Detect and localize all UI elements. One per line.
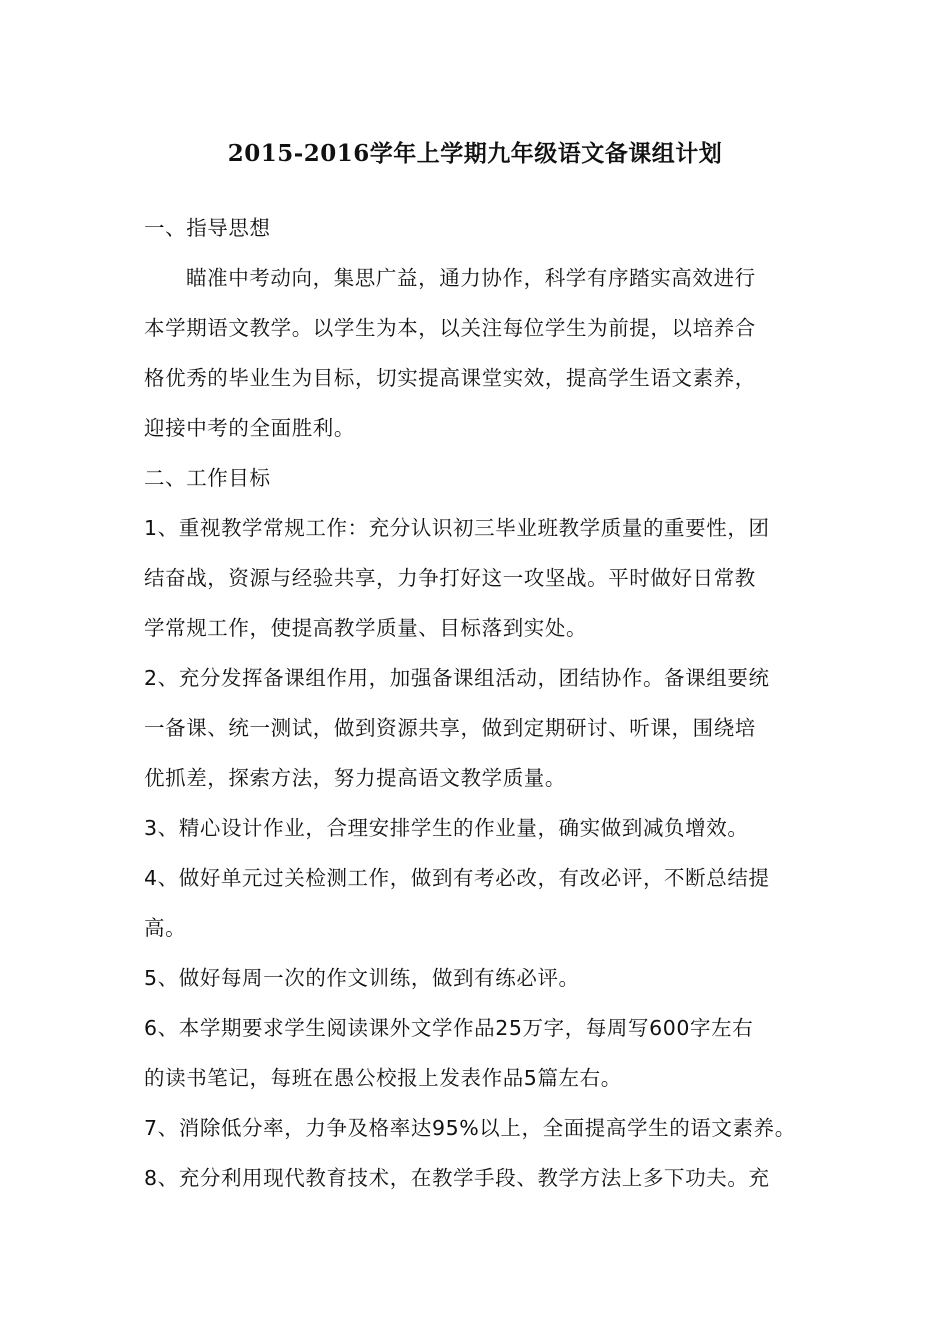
list-item-line: 一备课、统一测试，做到资源共享，做到定期研讨、听课，围绕培 [144, 716, 756, 740]
list-item-line: 3、精心设计作业，合理安排学生的作业量，确实做到减负增效。 [144, 816, 749, 840]
paragraph-line: 格优秀的毕业生为目标，切实提高课堂实效，提高学生语文素养， [144, 366, 756, 390]
list-item-line: 2、充分发挥备课组作用，加强备课组活动，团结协作。备课组要统 [144, 666, 770, 690]
list-item-line: 高。 [144, 916, 187, 940]
section-heading-work-goals: 二、工作目标 [144, 466, 271, 490]
list-item-line: 7、消除低分率，力争及格率达95%以上，全面提高学生的语文素养。 [144, 1116, 796, 1140]
paragraph-line: 本学期语文教学。以学生为本，以关注每位学生为前提，以培养合 [144, 316, 756, 340]
document-body [144, 203, 816, 1203]
list-item-line: 5、做好每周一次的作文训练，做到有练必评。 [144, 966, 580, 990]
list-item-line: 1、重视教学常规工作：充分认识初三毕业班教学质量的重要性，团 [144, 516, 770, 540]
list-item-line: 优抓差，探索方法，努力提高语文教学质量。 [144, 766, 566, 790]
list-item-line: 的读书笔记，每班在愚公校报上发表作品5篇左右。 [144, 1066, 622, 1090]
list-item-line: 学常规工作，使提高教学质量、目标落到实处。 [144, 616, 588, 640]
list-item-line: 6、本学期要求学生阅读课外文学作品25万字，每周写600字左右 [144, 1016, 754, 1040]
paragraph-line: 瞄准中考动向，集思广益，通力协作，科学有序踏实高效进行 [186, 266, 756, 290]
list-item-line: 8、充分利用现代教育技术，在教学手段、教学方法上多下功夫。充 [144, 1166, 770, 1190]
document-title: 2015-2016学年上学期九年级语文备课组计划 [227, 140, 723, 167]
section-heading-guiding-ideology: 一、指导思想 [144, 216, 271, 240]
paragraph-line: 迎接中考的全面胜利。 [144, 416, 355, 440]
list-item-line: 4、做好单元过关检测工作，做到有考必改，有改必评，不断总结提 [144, 866, 770, 890]
list-item-line: 结奋战，资源与经验共享，力争打好这一攻坚战。平时做好日常教 [144, 566, 756, 590]
